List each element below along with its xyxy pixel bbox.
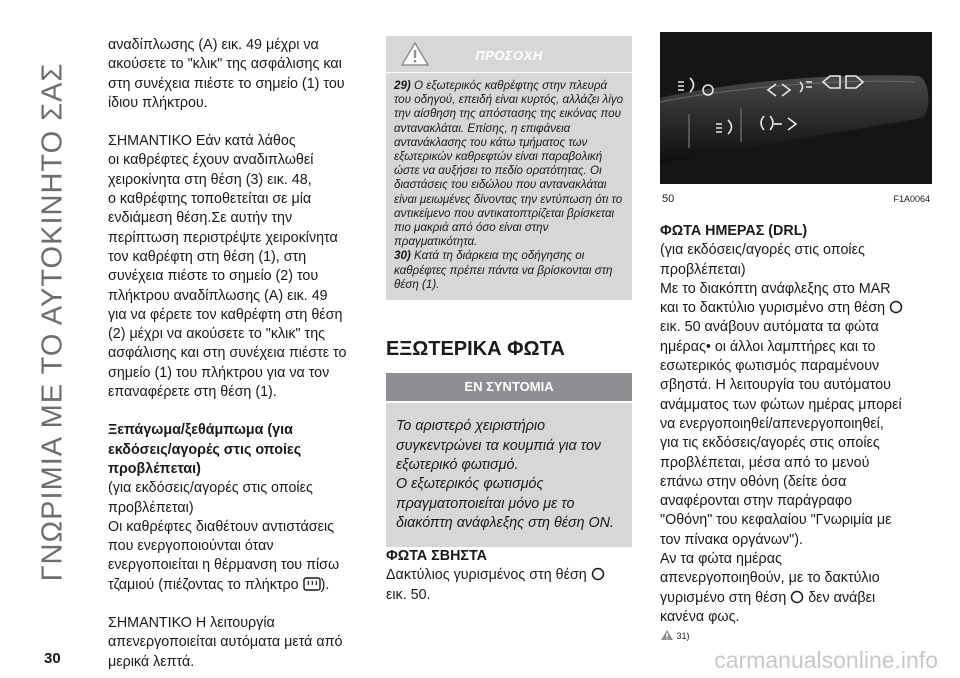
text-column-2 (386, 36, 632, 605)
warning-title: ΠΡΟΣΟΧΗ (475, 48, 543, 63)
summary-paragraph-2: Ο εξωτερικός φωτισμός πραγματοποιείται μόνο με το διακόπτη ανάφλεξης στη θέση ON. (396, 476, 614, 531)
paragraph-versions-note: (για εκδόσεις/αγορές στις οποίες προβλέπεται) (108, 480, 313, 516)
light-stalk-illustration (660, 32, 932, 184)
warning-triangle-icon (660, 629, 674, 641)
warning-box (386, 36, 632, 300)
summary-paragraph-1: Το αριστερό χειριστήριο συγκεντρώνει τα κουμπιά για τον εξωτερικό φωτισμό. (396, 418, 601, 473)
text-column-3 (660, 36, 932, 647)
paragraph-heating-resistors: Οι καθρέφτες διαθέτουν αντιστάσεις που ενεργοποιούνται όταν ενεργοποιείται η θέρμανση του πίσω τζαμιού (πιέζοντας το πλήκτρο ). (108, 518, 340, 593)
warning-item-29: 29) Ο εξωτερικός καθρέφτης στην πλευρά του οδηγού, επειδή είναι κυρτός, αλλάζει λίγο την αίσθηση της απόστασης της εικόνας που αντανακλάται. Επίσης, η επιφάνεια αντανάκλασης του κάτω τμήματος των εξωτερικών καθρεφτών είναι παραβολική ώστε να αυξήσει το πεδίο ορατότητας. Οι διαστάσεις του ειδώλου που αντανακλάται είναι μειωμένες δίνοντας την εντύπωση ότι το αντικείμενο που αντικατοπτρίζεται βρίσκεται πιο μακριά από όσο είναι στην πραγματικότητα. (394, 79, 624, 249)
paragraph-important-auto-off: ΣΗΜΑΝΤΙΚΟ Η λειτουργία απενεργοποιείται αυτόματα μετά από μερικά λεπτά. (108, 615, 343, 670)
warning-item-30: 30) Κατά τη διάρκεια της οδήγησης οι καθρέφτες πρέπει πάντα να βρίσκονται στη θέση (1). (394, 249, 613, 291)
summary-body (386, 403, 632, 547)
page-number: 30 (44, 650, 61, 667)
rear-defrost-icon (303, 577, 321, 591)
warning-body (386, 73, 632, 300)
figure-code: F1A0064 (893, 194, 930, 204)
paragraph-fold-steps: αναδίπλωσης (A) εικ. 49 μέχρι να ακούσετε το "κλικ" της ασφάλισης και στη συνέχεια πιέστε το σημείο (1) του ίδιου πλήκτρου. (108, 37, 345, 111)
text-column-1 (108, 36, 358, 672)
section-title-exterior-lights: ΕΞΩΤΕΡΙΚΑ ΦΩΤΑ (386, 338, 565, 361)
heading-daytime-running-lights: ΦΩΤΑ ΗΜΕΡΑΣ (DRL) (660, 223, 808, 239)
warning-header (386, 36, 632, 73)
heading-defrost: Ξεπάγωμα/ξεθάμπωμα (για εκδόσεις/αγορές στις οποίες προβλέπεται) (108, 422, 302, 477)
figure-50-light-stalk-photo (660, 32, 932, 184)
figure-number: 50 (662, 193, 675, 205)
summary-header: ΕΝ ΣΥΝΤΟΜΙΑ (386, 373, 632, 401)
ring-position-off-icon (790, 590, 804, 604)
ring-position-off-icon (591, 567, 605, 581)
figure-caption (660, 190, 932, 204)
watermark: carmanualsonline.info (714, 647, 938, 673)
paragraph-important-manual-fold: ΣΗΜΑΝΤΙΚΟ Εάν κατά λάθος οι καθρέφτες έχουν αναδιπλωθεί χειροκίνητα στη θέση (3) εικ. 48, ο καθρέφτης τοποθετείται σε μία ενδιάμεση θέση.Σε αυτήν την περίπτωση περιστρέψτε χειροκίνητα τον καθρέφτη στη θέση (1), στη συνέχεια πιέστε το σημείο (2) του πλήκτρου αναδίπλωσης (A) εικ. 49 για να φέρετε τον καθρέφτη στη θέση (2) μέχρι να ακούσετε το "κλικ" της ασφάλισης και στη συνέχεια πιέστε το σημείο (1) του πλήκτρου για να τον επαναφέρετε στη θέση (1). (108, 133, 347, 401)
ring-position-off-icon (889, 300, 903, 314)
footnote-warning-ref: 31) (660, 627, 932, 646)
heading-lights-off: ΦΩΤΑ ΣΒΗΣΤΑ (386, 548, 487, 565)
paragraph-lights-off: Δακτύλιος γυρισμένος στη θέση εικ. 50. (386, 566, 632, 605)
paragraph-drl-versions: (για εκδόσεις/αγορές στις οποίες προβλέπεται) (660, 242, 865, 278)
chapter-side-title: ΓΝΩΡΙΜΙΑ ΜΕ ΤΟ ΑΥΤΟΚΙΝΗΤΟ ΣΑΣ (36, 62, 69, 582)
paragraph-drl-operation: Με το διακόπτη ανάφλεξης στο MAR και το δακτύλιο γυρισμένο στη θέση εικ. 50 ανάβουν αυτόματα τα φώτα ημέρας• οι άλλοι λαμπτήρες και το εσωτερικός φωτισμός παραμένουν σβηστά. Η λειτουργία του αυτόματου ανάμματος των φώτων ημέρας μπορεί να ενεργοποιηθεί/απενεργοποιηθεί, για τις εκδόσεις/αγορές στις οποίες προβλέπεται, μέσα από το μενού επάνω στην οθόνη (δείτε όσα αναφέρονται στην παράγραφο "Οθόνη" του κεφαλαίου "Γνωριμία με τον πίνακα οργάνων"). (660, 280, 902, 548)
paragraph-drl-disabled: Αν τα φώτα ημέρας απενεργοποιηθούν, με το δακτύλιο γυρισμένο στη θέση δεν ανάβει κανένα φως. (660, 551, 880, 625)
